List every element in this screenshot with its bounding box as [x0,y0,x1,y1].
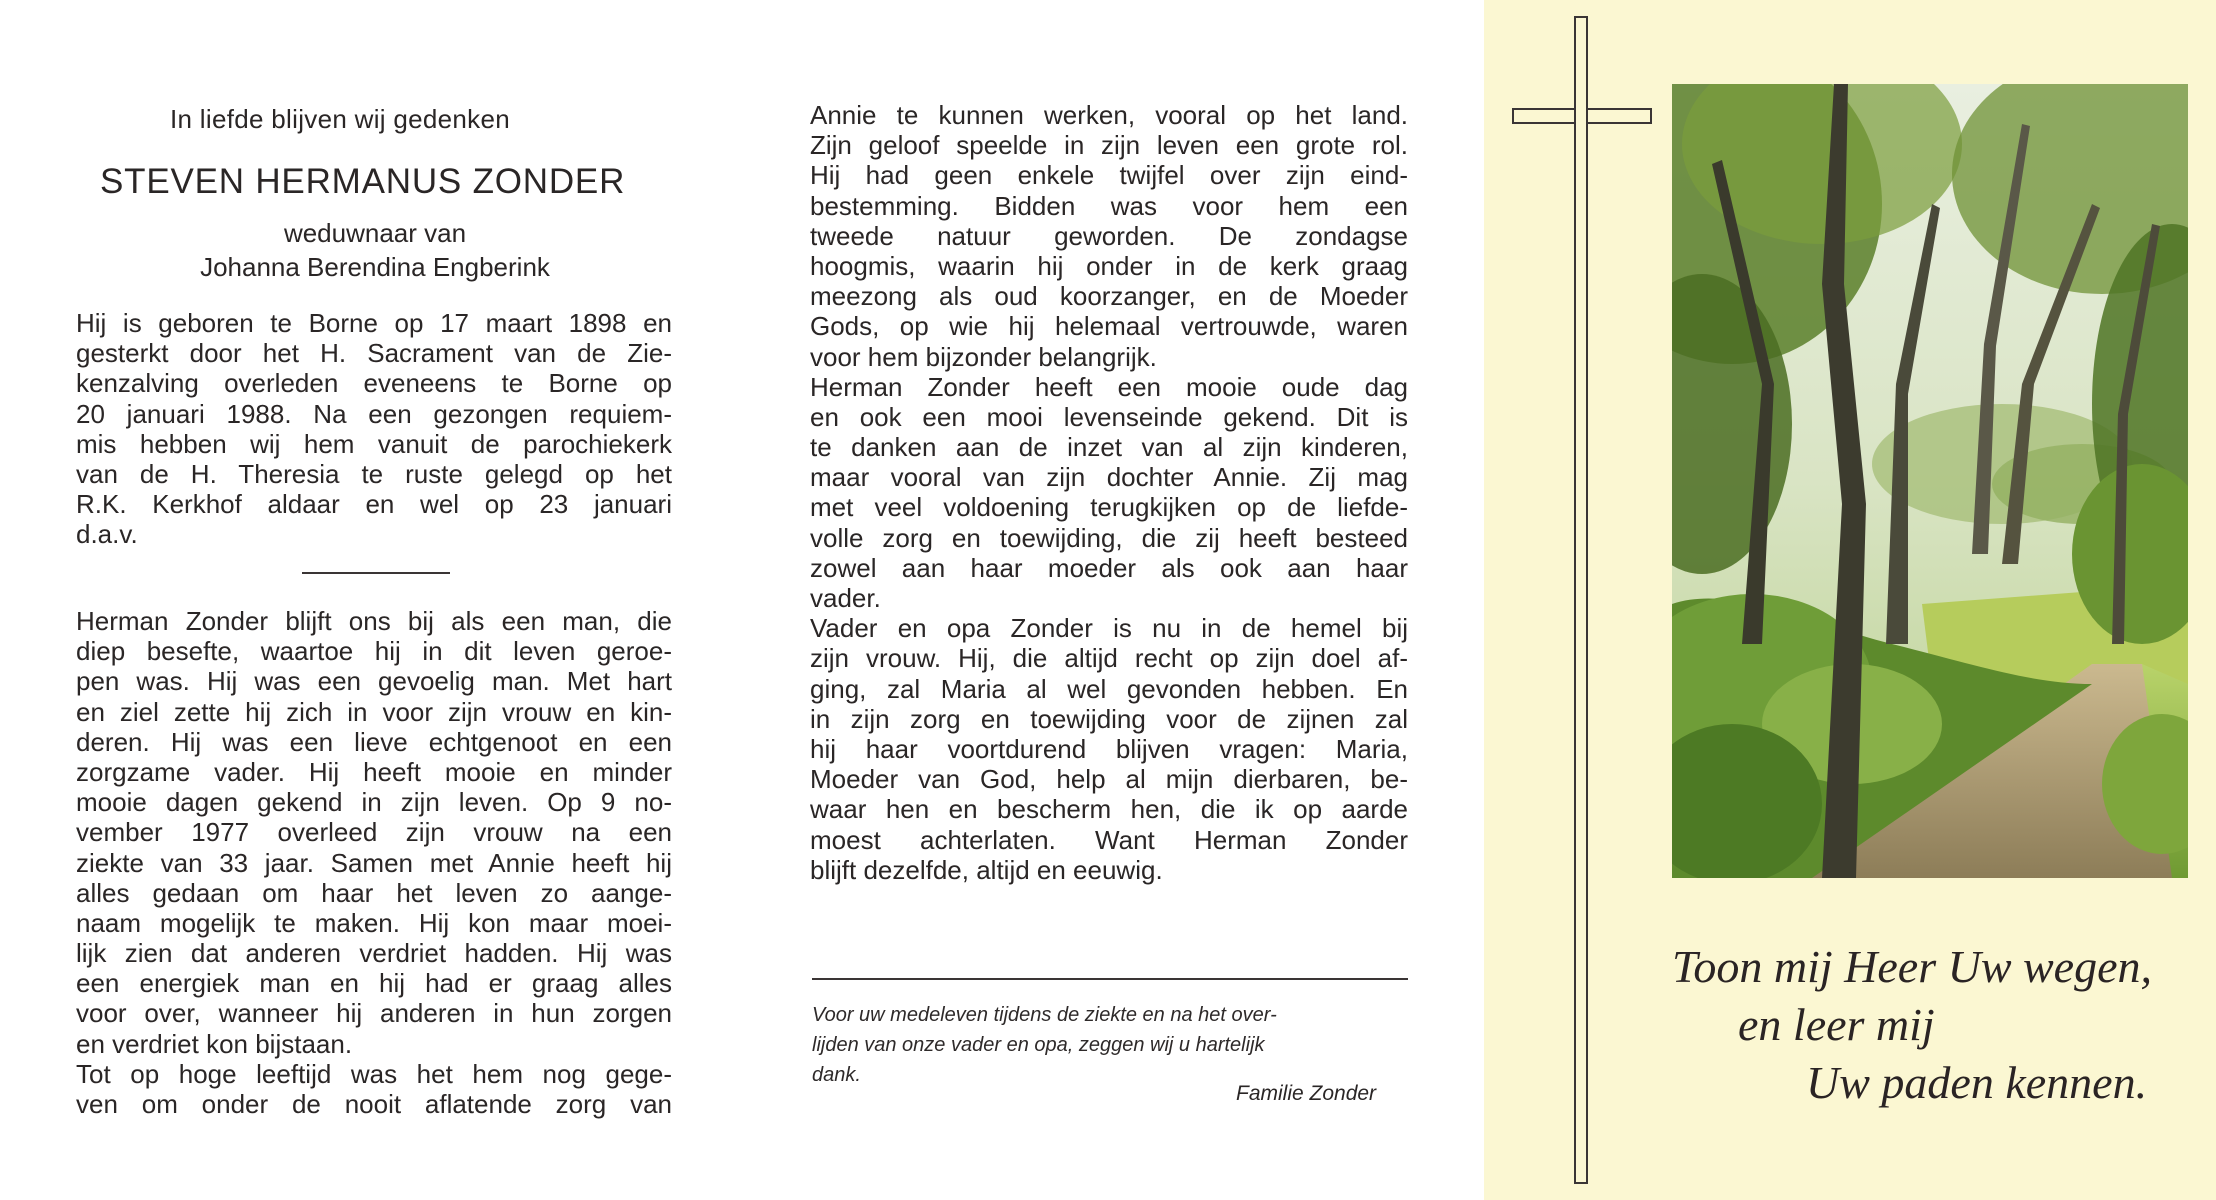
memoir-line: ven om onder de nooit aflatende zorg van [76,1089,672,1119]
memoir-line: moest achterlaten. Want Herman Zonder [810,824,1408,855]
memoir-right-column [810,100,1408,885]
verse-line: en leer mij [1738,999,1935,1050]
memoir-line: mooie dagen gekend in zijn leven. Op 9 no- [76,787,672,818]
memoir-line: Herman Zonder heeft een mooie oude dag [810,371,1408,402]
memoir-line: zorgzame vader. Hij heeft mooie en minder [76,756,672,787]
memoir-line: ging, zal Maria al wel gevonden hebben. En [810,673,1408,704]
memoir-line: naam mogelijk te maken. Hij kon maar moei- [76,907,672,938]
memoir-line: meezong als oud koorzanger, en de Moeder [810,281,1408,312]
memoir-line: en ook een mooi levenseinde gekend. Dit is [810,401,1408,432]
memoir-line: Annie te kunnen werken, vooral op het land. [810,100,1408,130]
memoir-line: met veel voldoening terugkijken op de liefde- [810,492,1408,523]
widower-of-label: weduwnaar van [283,218,467,248]
memoir-line: en verdriet kon bijstaan. [76,1028,353,1059]
memoir-line: bestemming. Bidden was voor hem een [810,190,1408,221]
memoir-line: volle zorg en toewijding, die zij heeft besteed [810,522,1408,553]
intro-line: In liefde blijven wij gedenken [170,104,510,134]
memoir-line: blijft dezelfde, altijd en eeuwig. [810,854,1163,885]
widower-block [0,216,750,284]
thanks-divider [812,978,1408,980]
memoir-line: in zijn zorg en toewijding voor de zijnen zal [810,703,1408,734]
thanks-note [812,1000,1412,1090]
memoir-line: zijn vrouw. Hij, die altijd recht op zijn doel af- [810,643,1408,674]
memoir-line: lijk zien dat anderen verdriet hadden. Hij was [76,938,672,969]
verse-line: Toon mij Heer Uw wegen, [1672,941,2153,992]
thanks-line: lijden van onze vader en opa, zeggen wij u hartelijk [812,1034,1265,1056]
bio-line: Hij is geboren te Borne op 17 maart 1898 en [76,308,672,338]
spouse-name: Johanna Berendina Engberink [200,252,550,282]
deceased-name: STEVEN HERMANUS ZONDER [100,162,626,201]
memoir-line: maar vooral van zijn dochter Annie. Zij mag [810,462,1408,493]
memoir-line: een energiek man en hij had er graag alles [76,968,672,999]
memoir-line: zowel aan haar moeder als ook aan haar [810,552,1408,583]
memoir-line: hij haar voortdurend blijven vragen: Maria, [810,733,1408,764]
tree-lined-path-photo [1672,84,2188,878]
memoir-line: Herman Zonder blijft ons bij als een man, die [76,606,672,636]
bio-line: gesterkt door het H. Sacrament van de Zie- [76,338,672,369]
memoir-line: deren. Hij was een lieve echtgenoot en een [76,726,672,757]
memoir-line: hoogmis, waarin hij onder in de kerk graag [810,250,1408,281]
memoir-line: alles gedaan om haar het leven zo aange- [76,877,672,908]
section-divider [302,572,450,574]
memoir-line: ziekte van 33 jaar. Samen met Annie heeft hij [76,847,672,878]
memoir-line: waar hen en bescherm hen, die ik op aarde [810,794,1408,825]
memoir-line: Vader en opa Zonder is nu in de hemel bij [810,613,1408,644]
family-signature: Familie Zonder [1236,1082,1377,1105]
memoir-line: te danken aan de inzet van al zijn kinderen, [810,432,1408,463]
memoir-line: diep besefte, waartoe hij in dit leven geroe- [76,636,672,667]
memoir-line: Gods, op wie hij helemaal vertrouwde, waren [810,311,1408,342]
memoir-line: vember 1977 overleed zijn vrouw na een [76,817,672,848]
thanks-line: dank. [812,1064,861,1086]
bio-line: R.K. Kerkhof aldaar en wel op 23 januari [76,489,672,520]
memoir-left-column [76,606,672,1119]
bio-line: kenzalving overleden eveneens te Borne op [76,368,672,399]
memoir-line: vader. [810,583,881,613]
bio-line: 20 januari 1988. Na een gezongen requiem- [76,398,672,429]
bio-line: mis hebben wij hem vanuit de parochiekerk [76,428,672,459]
memoir-line: Moeder van God, help al mijn dierbaren, be- [810,764,1408,795]
biography-paragraph [76,308,672,550]
memoir-line: pen was. Hij was een gevoelig man. Met hart [76,666,672,697]
cross-outline-icon [1574,16,1588,1184]
bio-line: d.a.v. [76,519,138,550]
memoir-line: en ziel zette hij zich in voor zijn vrouw en kin- [76,696,672,727]
memoir-line: voor hem bijzonder belangrijk. [810,341,1157,372]
verse-line: Uw paden kennen. [1806,1057,2148,1108]
memoir-line: voor over, wanneer hij anderen in hun zorgen [76,998,672,1029]
thanks-line: Voor uw medeleven tijdens de ziekte en na het over- [812,1004,1277,1026]
bio-line: van de H. Theresia te ruste gelegd op het [76,458,672,489]
memoir-line: tweede natuur geworden. De zondagse [810,220,1408,251]
memoir-line: Hij had geen enkele twijfel over zijn eind- [810,160,1408,191]
memoir-line: Tot op hoge leeftijd was het hem nog gege- [76,1058,672,1089]
memoir-line: Zijn geloof speelde in zijn leven een grote rol. [810,130,1408,161]
